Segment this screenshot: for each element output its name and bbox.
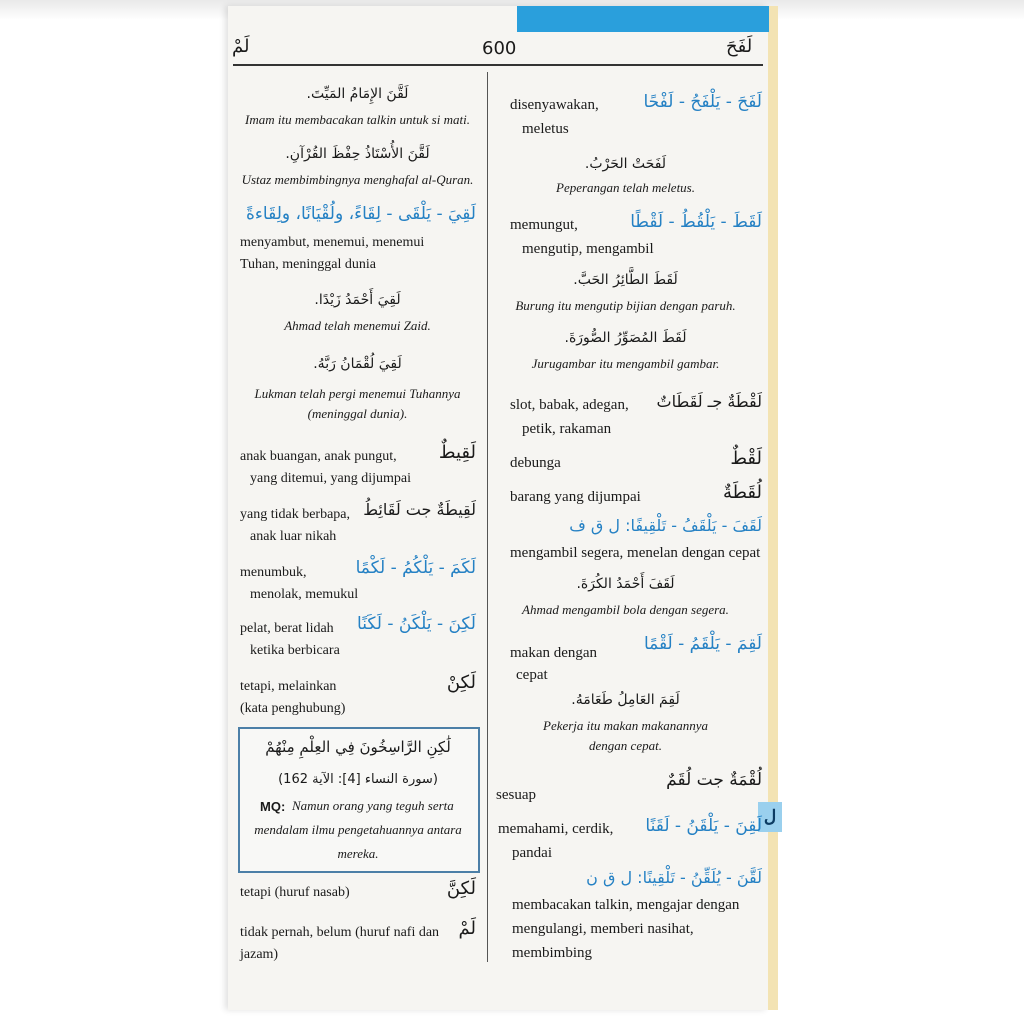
entry-headword: لُقَطَةٌ bbox=[722, 482, 762, 503]
right-guide-word: لَفَحَ bbox=[726, 36, 753, 57]
entry-meaning: disenyawakan, bbox=[510, 97, 599, 113]
entry-headword: لَقِيطَةٌ جت لَقَائِطُ bbox=[363, 500, 476, 519]
entry-meaning: memungut, bbox=[510, 217, 578, 233]
entry-meaning: Tuhan, meninggal dunia bbox=[240, 257, 376, 272]
entry-headword: لَقَفَ - يَلْقَفُ - تَلْقِيفًا: ل ق ف bbox=[569, 516, 762, 535]
entry-headword: لَكِنَّ bbox=[446, 878, 476, 899]
entry-meaning: meletus bbox=[522, 121, 569, 137]
entry-headword: لَفَحَ - يَلْفَحُ - لَفْحًا bbox=[643, 92, 762, 112]
example-translation: Imam itu membacakan talkin untuk si mati. bbox=[245, 112, 470, 127]
example-arabic: لَقَّنَ الإِمَامُ المَيِّتَ. bbox=[306, 86, 409, 102]
example-translation: (meninggal dunia). bbox=[307, 406, 408, 421]
entry-headword: لُقْمَةٌ جت لُقَمٌ bbox=[666, 770, 762, 790]
entry-meaning: barang yang dijumpai bbox=[510, 489, 641, 505]
entry-meaning: ketika berbicara bbox=[250, 643, 340, 658]
entry-meaning: tidak pernah, belum (huruf nafi dan bbox=[240, 925, 440, 940]
quran-verse-arabic: لَٰكِنِ الرَّاسِخُونَ فِي العِلْمِ مِنْهُمْ bbox=[265, 738, 451, 756]
quran-translation: mendalam ilmu pengetahuannya antara bbox=[254, 822, 462, 837]
left-guide-word: لَمْ bbox=[232, 36, 250, 57]
entry-headword: لَقْطَةٌ جـ لَقَطَاتٌ bbox=[656, 392, 762, 411]
entry-meaning: tetapi, melainkan bbox=[240, 679, 337, 694]
quran-translation-tag: MQ: bbox=[260, 799, 286, 814]
example-arabic: لَقَفَ أَحْمَدُ الكُرَةَ. bbox=[576, 576, 675, 592]
page-edge bbox=[768, 6, 778, 1010]
page-number: 600 bbox=[482, 38, 517, 59]
blue-header-tab bbox=[517, 6, 769, 32]
entry-meaning: pandai bbox=[512, 845, 552, 861]
entry-headword: لَمْ bbox=[458, 918, 476, 939]
example-translation: Lukman telah pergi menemui Tuhannya bbox=[254, 386, 461, 401]
example-translation: Ustaz membimbingnya menghafal al-Quran. bbox=[241, 172, 474, 187]
entry-meaning: mengulangi, memberi nasihat, bbox=[512, 921, 694, 937]
entry-headword: لَقِيطٌ bbox=[438, 442, 476, 463]
entry-meaning: pelat, berat lidah bbox=[240, 621, 334, 636]
example-arabic: لَقَطَ الطَّائِرُ الحَبَّ. bbox=[573, 272, 678, 288]
entry-meaning: makan dengan bbox=[510, 645, 598, 661]
entry-meaning: jazam) bbox=[240, 947, 279, 962]
quran-translation: mereka. bbox=[337, 846, 379, 861]
entry-headword: لَقَطَ - يَلْقُطُ - لَقْطًا bbox=[630, 212, 762, 232]
example-translation: Pekerja itu makan makanannya bbox=[543, 718, 708, 733]
example-arabic: لَقِيَ أَحْمَدُ زَيْدًا. bbox=[314, 292, 401, 308]
entry-meaning: petik, rakaman bbox=[522, 421, 612, 437]
quran-translation: Namun orang yang teguh serta bbox=[292, 798, 454, 813]
entry-meaning: membimbing bbox=[512, 945, 592, 961]
quran-reference: (سورة النساء [4]: الآية 162) bbox=[278, 772, 438, 787]
side-letter-tab: ل bbox=[758, 802, 782, 832]
entry-meaning: menyambut, menemui, menemui bbox=[240, 235, 425, 250]
example-translation: dengan cepat. bbox=[589, 738, 662, 753]
example-arabic: لَفَحَتْ الحَرْبُ. bbox=[584, 156, 667, 172]
example-translation: Ahmad mengambil bola dengan segera. bbox=[522, 602, 729, 617]
example-translation: Peperangan telah meletus. bbox=[556, 180, 695, 195]
example-arabic: لَقِمَ العَامِلُ طَعَامَهُ. bbox=[571, 692, 680, 708]
entry-meaning: anak buangan, anak pungut, bbox=[240, 449, 397, 464]
entry-meaning: anak luar nikah bbox=[250, 529, 337, 544]
example-translation: Burung itu mengutip bijian dengan paruh. bbox=[515, 298, 736, 313]
entry-meaning: tetapi (huruf nasab) bbox=[240, 885, 350, 900]
example-translation: Jurugambar itu mengambil gambar. bbox=[531, 356, 720, 371]
entry-meaning: debunga bbox=[510, 455, 561, 471]
entry-headword: لَقِنَ - يَلْقَنُ - لَقَنًا bbox=[645, 816, 762, 836]
entry-headword: لَكَمَ - يَلْكُمُ - لَكْمًا bbox=[355, 558, 476, 578]
header-rule bbox=[233, 64, 763, 66]
entry-headword: لَقِمَ - يَلْقَمُ - لَقْمًا bbox=[643, 634, 762, 654]
example-arabic: لَقَطَ المُصَوِّرُ الصُّورَةَ. bbox=[564, 330, 687, 346]
column-divider bbox=[487, 72, 488, 962]
example-arabic: لَقَّنَ الأُسْتَاذُ حِفْظَ القُرْآنِ. bbox=[285, 146, 430, 162]
entry-meaning: yang tidak berbapa, bbox=[240, 507, 351, 522]
example-translation: Ahmad telah menemui Zaid. bbox=[284, 318, 431, 333]
entry-headword: لَقَّنَ - يُلَقِّنُ - تَلْقِينًا: ل ق ن bbox=[586, 868, 762, 887]
entry-meaning: memahami, cerdik, bbox=[498, 821, 614, 837]
example-arabic: لَقِيَ لُقْمَانُ رَبَّهُ. bbox=[313, 356, 402, 372]
entry-meaning: sesuap bbox=[496, 787, 536, 803]
entry-meaning: yang ditemui, yang dijumpai bbox=[250, 471, 411, 486]
entry-meaning: menolak, memukul bbox=[250, 587, 359, 602]
entry-headword: لَقْطٌ bbox=[730, 448, 762, 469]
entry-headword: لَكِنَ - يَلْكَنُ - لَكَنًا bbox=[357, 614, 476, 634]
entry-headword: لَكِنْ bbox=[446, 672, 476, 693]
entry-meaning: cepat bbox=[516, 667, 548, 683]
entry-meaning: membacakan talkin, mengajar dengan bbox=[512, 897, 740, 913]
entry-meaning: menumbuk, bbox=[240, 565, 307, 580]
entry-headword: لَقِيَ - يَلْقَى - لِقَاءً، ولُقْيَانًا، ولِقَاءةً bbox=[246, 204, 476, 224]
entry-meaning: mengutip, mengambil bbox=[522, 241, 654, 257]
entry-meaning: (kata penghubung) bbox=[240, 701, 346, 716]
entry-meaning: mengambil segera, menelan dengan cepat bbox=[510, 545, 761, 561]
entry-meaning: slot, babak, adegan, bbox=[510, 397, 629, 413]
